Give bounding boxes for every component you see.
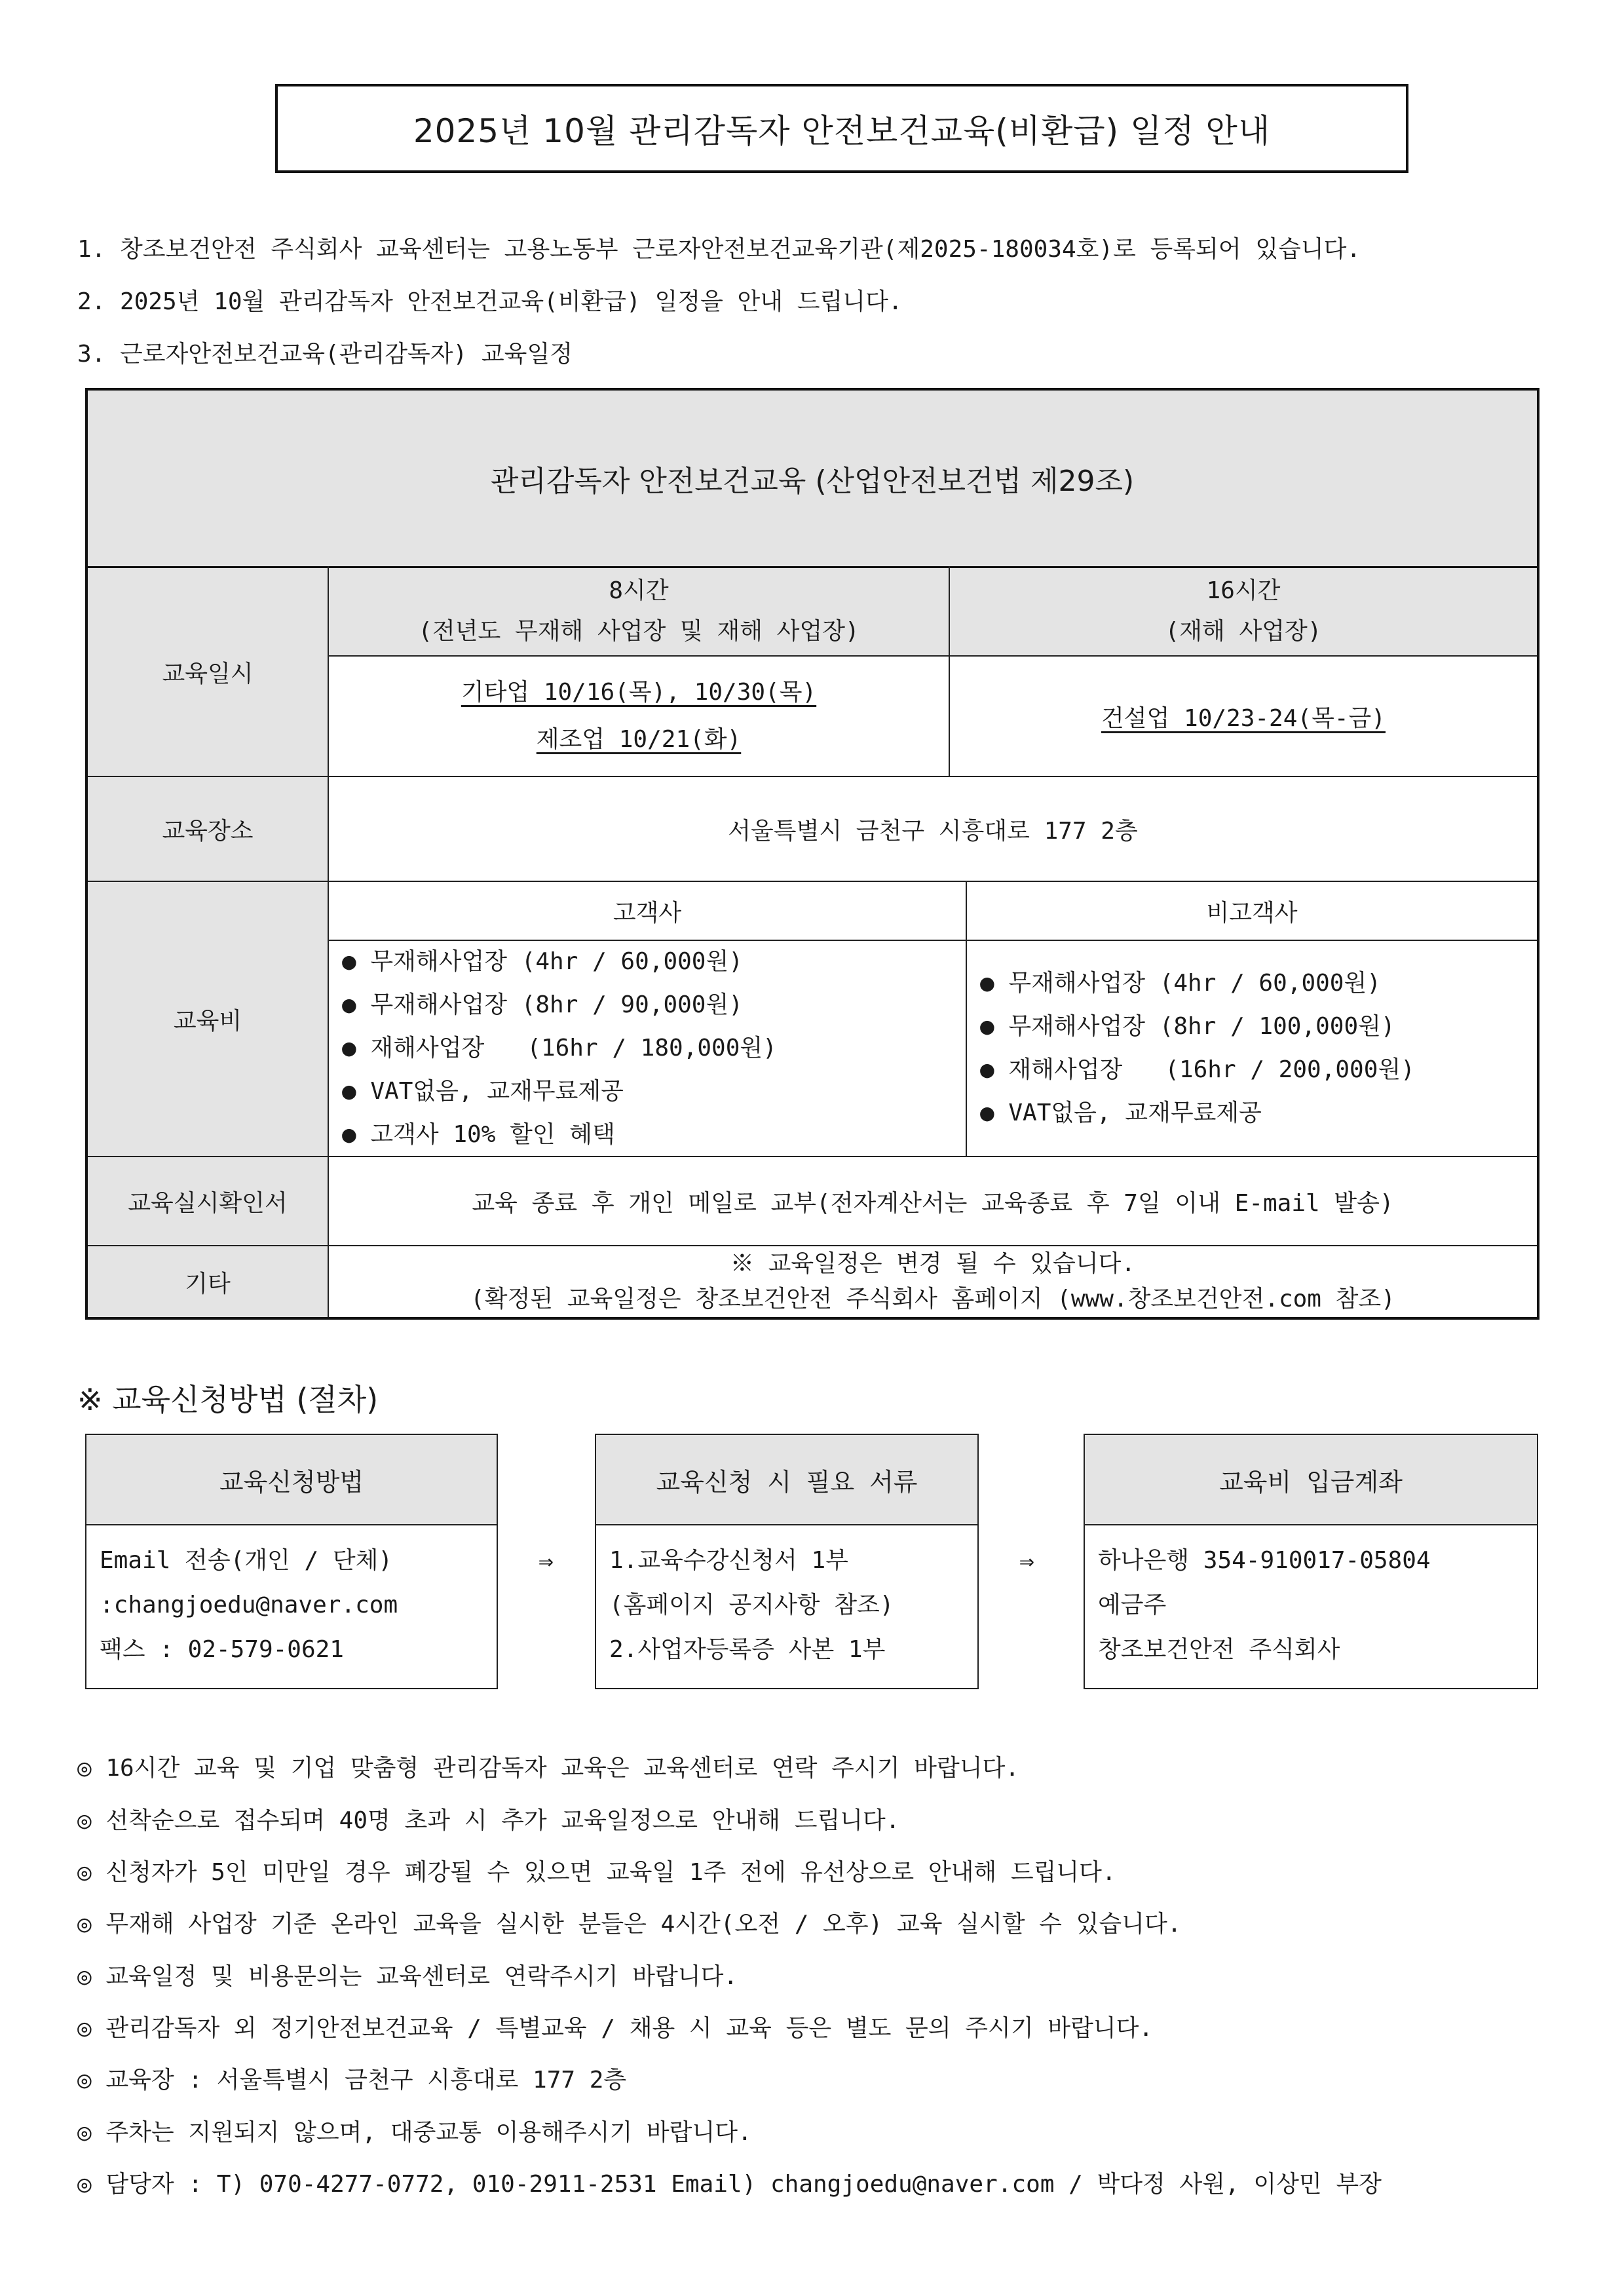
fee-client-item — [342, 1113, 615, 1157]
procedure-box-title: 교육비 입금계좌 — [1085, 1435, 1537, 1525]
divider — [328, 566, 329, 1317]
intro-line-2: 2. 2025년 10월 관리감독자 안전보건교육(비환급) 일정을 안내 드립니다. — [77, 288, 903, 315]
bullet-icon: ● — [342, 948, 356, 975]
divider — [88, 881, 1537, 882]
procedure-box-title: 교육신청방법 — [86, 1435, 497, 1525]
procedure-line: Email 전송(개인 / 단체) — [100, 1547, 393, 1574]
note-item: ◎ 관리감독자 외 정기안전보건교육 / 특별교육 / 채용 시 교육 등은 별도 문의 주시기 바랍니다. — [77, 2015, 1154, 2042]
schedule-8h-title: 8시간 — [609, 577, 669, 604]
place-value: 서울특별시 금천구 시흥대로 177 2층 — [728, 817, 1138, 845]
fee-nonclient-list — [967, 941, 1537, 1156]
schedule-16h-dates — [950, 657, 1537, 776]
fee-nonclient-item — [980, 1092, 1262, 1135]
procedure-box-documents — [595, 1434, 979, 1689]
procedure-heading: ※ 교육신청방법 (절차) — [77, 1382, 379, 1417]
divider — [328, 655, 1537, 657]
procedure-box-title: 교육신청 시 필요 서류 — [596, 1435, 977, 1525]
fee-client-item — [342, 1070, 624, 1113]
bullet-icon: ● — [980, 970, 994, 997]
divider — [966, 881, 967, 1157]
schedule-8h-subtitle: (전년도 무재해 사업장 및 재해 사업장) — [418, 618, 859, 645]
note-item: ◎ 무재해 사업장 기준 온라인 교육을 실시한 분들은 4시간(오전 / 오후) 교육 실시할 수 있습니다. — [77, 1911, 1182, 1938]
fee-client-item-text: VAT없음, 교재무료제공 — [370, 1078, 624, 1105]
note-item: ◎ 주차는 지원되지 않으며, 대중교통 이용해주시기 바랍니다. — [77, 2119, 752, 2146]
note-item: ◎ 담당자 : T) 070-4277-0772, 010-2911-2531 Email) changjoedu@naver.com / 박다정 사원, 이상민 부장 — [77, 2171, 1382, 2198]
page-title-text: 2025년 10월 관리감독자 안전보건교육(비환급) 일정 안내 — [413, 112, 1271, 150]
intro-line-3: 3. 근로자안전보건교육(관리감독자) 교육일정 — [77, 341, 573, 368]
arrow-right-icon: ⇒ — [538, 1546, 554, 1575]
procedure-line: 하나은행 354-910017-05804 — [1098, 1547, 1431, 1574]
certificate-label: 교육실시확인서 — [88, 1157, 328, 1245]
fee-client-item-text: 무재해사업장 (8hr / 90,000원) — [370, 991, 743, 1018]
fee-nonclient-item-text: VAT없음, 교재무료제공 — [1008, 1100, 1262, 1126]
schedule-16h-header — [950, 567, 1537, 655]
note-item: ◎ 교육장 : 서울특별시 금천구 시흥대로 177 2층 — [77, 2067, 627, 2094]
fee-nonclient-item — [980, 962, 1381, 1005]
procedure-box-method — [85, 1434, 498, 1689]
schedule-8h-header — [329, 567, 949, 655]
procedure-box-account — [1084, 1434, 1538, 1689]
divider — [949, 566, 950, 777]
bullet-icon: ● — [980, 1013, 994, 1040]
arrow-right-icon: ⇒ — [1019, 1546, 1034, 1575]
fee-label: 교육비 — [88, 882, 328, 1156]
fee-nonclient-item-text: 무재해사업장 (4hr / 60,000원) — [1008, 970, 1381, 997]
bullet-icon: ● — [342, 991, 356, 1018]
note-item: ◎ 교육일정 및 비용문의는 교육센터로 연락주시기 바랍니다. — [77, 1963, 738, 1990]
fee-nonclient-item — [980, 1048, 1415, 1092]
other-line-2: (확정된 교육일정은 창조보건안전 주식회사 홈페이지 (www.창조보건안전.com 참조) — [470, 1286, 1395, 1312]
page-title — [275, 84, 1408, 173]
bullet-icon: ● — [980, 1056, 994, 1083]
fee-client-item — [342, 940, 743, 984]
procedure-line: 창조보건안전 주식회사 — [1098, 1636, 1340, 1663]
bullet-icon: ● — [342, 1035, 356, 1062]
note-item: ◎ 선착순으로 접수되며 40명 초과 시 추가 교육일정으로 안내해 드립니다. — [77, 1807, 900, 1834]
bullet-icon: ● — [342, 1121, 356, 1148]
fee-nonclient-header: 비고객사 — [1206, 899, 1298, 927]
procedure-line: (홈페이지 공지사항 참조) — [609, 1592, 894, 1618]
intro-line-1: 1. 창조보건안전 주식회사 교육센터는 고용노동부 근로자안전보건교육기관(제2025-180034호)로 등록되어 있습니다. — [77, 236, 1361, 263]
divider — [328, 940, 1537, 941]
fee-client-header: 고객사 — [613, 899, 682, 927]
table-header: 관리감독자 안전보건교육 (산업안전보건법 제29조) — [88, 391, 1537, 566]
divider — [88, 776, 1537, 777]
fee-nonclient-item-text: 무재해사업장 (8hr / 100,000원) — [1008, 1013, 1395, 1040]
fee-client-item — [342, 1027, 777, 1070]
procedure-line: 예금주 — [1098, 1592, 1167, 1618]
certificate-value: 교육 종료 후 개인 메일로 교부(전자계산서는 교육종료 후 7일 이내 E-mail 발송) — [472, 1189, 1394, 1217]
procedure-line: 2.사업자등록증 사본 1부 — [609, 1636, 886, 1663]
schedule-16h-date: 건설업 10/23-24(목-금) — [1101, 704, 1386, 732]
note-item: ◎ 16시간 교육 및 기업 맞춤형 관리감독자 교육은 교육센터로 연락 주시기 바랍니다. — [77, 1755, 1019, 1782]
procedure-box-body — [1085, 1525, 1537, 1688]
other-line-1: ※ 교육일정은 변경 될 수 있습니다. — [730, 1250, 1136, 1277]
bullet-icon: ● — [342, 1078, 356, 1105]
other-label: 기타 — [88, 1246, 328, 1317]
schedule-label: 교육일시 — [88, 567, 328, 776]
schedule-16h-subtitle: (재해 사업장) — [1165, 618, 1322, 645]
schedule-8h-dates — [329, 657, 949, 776]
schedule-8h-date-2: 제조업 10/21(화) — [536, 726, 742, 753]
place-label: 교육장소 — [88, 777, 328, 881]
fee-client-item-text: 재해사업장 (16hr / 180,000원) — [370, 1035, 777, 1062]
procedure-line: 1.교육수강신청서 1부 — [609, 1547, 848, 1574]
schedule-16h-title: 16시간 — [1206, 577, 1281, 604]
procedure-line: :changjoedu@naver.com — [100, 1592, 398, 1618]
schedule-8h-date-1: 기타업 10/16(목), 10/30(목) — [461, 679, 817, 706]
fee-nonclient-item-text: 재해사업장 (16hr / 200,000원) — [1008, 1056, 1415, 1083]
bullet-icon: ● — [980, 1100, 994, 1126]
procedure-box-body — [596, 1525, 977, 1688]
fee-client-item — [342, 984, 743, 1027]
divider — [88, 566, 1537, 568]
procedure-line: 팩스 : 02-579-0621 — [100, 1636, 344, 1663]
fee-client-item-text: 무재해사업장 (4hr / 60,000원) — [370, 948, 743, 975]
note-item: ◎ 신청자가 5인 미만일 경우 폐강될 수 있으면 교육일 1주 전에 유선상으로 안내해 드립니다. — [77, 1859, 1116, 1886]
divider — [88, 1245, 1537, 1246]
divider — [88, 1156, 1537, 1157]
fee-client-item-text: 고객사 10% 할인 혜택 — [370, 1121, 615, 1148]
fee-nonclient-item — [980, 1005, 1395, 1048]
other-value — [329, 1246, 1537, 1317]
fee-client-list — [329, 941, 966, 1156]
schedule-table — [85, 388, 1539, 1320]
procedure-box-body — [86, 1525, 497, 1688]
